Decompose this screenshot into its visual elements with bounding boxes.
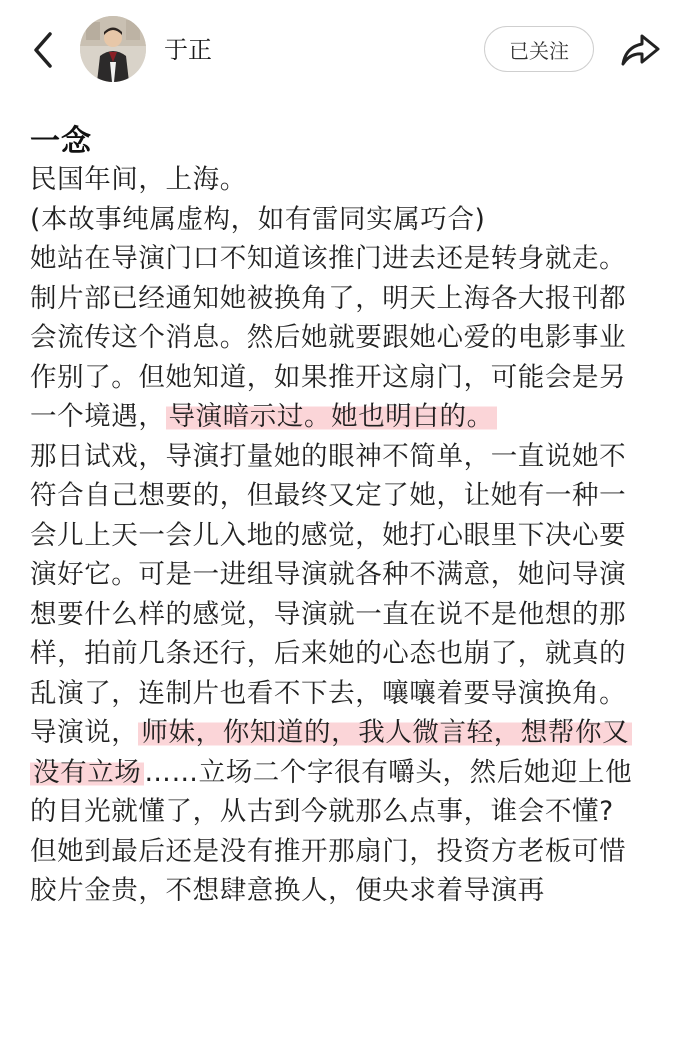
article-line: 演好它。可是一进组导演就各种不满意，她问导演 [30,559,627,590]
article-line: 会流传这个消息。然后她就要跟她心爱的电影事业 [30,322,627,353]
bottom-fade [560,1005,690,1043]
article-body [30,160,670,911]
article-line: 作别了。但她知道，如果推开这扇门，可能会是另 [30,361,627,393]
article-line: 的目光就懂了，从古到今就那么点事，谁会不懂? [30,796,614,827]
article-line: 但她到最后还是没有推开那扇门，投资方老板可惜 [30,835,627,867]
highlighted-text: 导演暗示过。她也明白的。 [166,401,497,432]
highlighted-text: 没有立场 [30,757,144,788]
article-line [30,753,670,793]
article-line: 民国年间，上海。 [30,164,247,195]
article-line: 乱演了，连制片也看不下去，嚷嚷着要导演换角。 [30,677,627,709]
chevron-left-icon [26,28,62,72]
article-line: 制片部已经通知她被换角了，明天上海各大报刊都 [30,282,627,314]
highlighted-text: 师妹，你知道的，我人微言轻，想帮你又 [138,717,632,748]
article-line: (本故事纯属虚构，如有雷同实属巧合) [30,203,486,235]
article-line: 样，拍前几条还行，后来她的心态也崩了，就真的 [30,638,627,669]
article-line: 符合自己想要的，但最终又定了她，让她有一种一 [30,480,627,511]
line-text: ……立场二个字很有嚼头，然后她迎上他 [144,756,633,788]
line-text: 一个境遇， [30,401,166,432]
article-line: 胶片金贵，不想肆意换人，便央求着导演再 [30,875,545,906]
line-text: 导演说， [30,717,139,748]
article-title: 一念 [30,124,92,159]
share-button[interactable] [618,28,662,72]
top-bar [0,0,690,100]
avatar-image [80,16,146,82]
avatar[interactable] [80,16,146,82]
article-line: 那日试戏，导演打量她的眼神不简单，一直说她不 [30,440,627,472]
article-line: 会儿上天一会儿入地的感觉，她打心眼里下决心要 [30,519,627,551]
article-line [30,713,670,753]
article-line: 她站在导演门口不知道该推门进去还是转身就走。 [30,243,627,274]
author-name[interactable]: 于正 [164,36,212,64]
follow-button[interactable]: 已关注 [484,26,594,72]
article-line [30,397,670,437]
back-button[interactable] [26,28,62,72]
share-arrow-icon [618,28,662,72]
article-line: 想要什么样的感觉，导演就一直在说不是他想的那 [30,598,627,630]
